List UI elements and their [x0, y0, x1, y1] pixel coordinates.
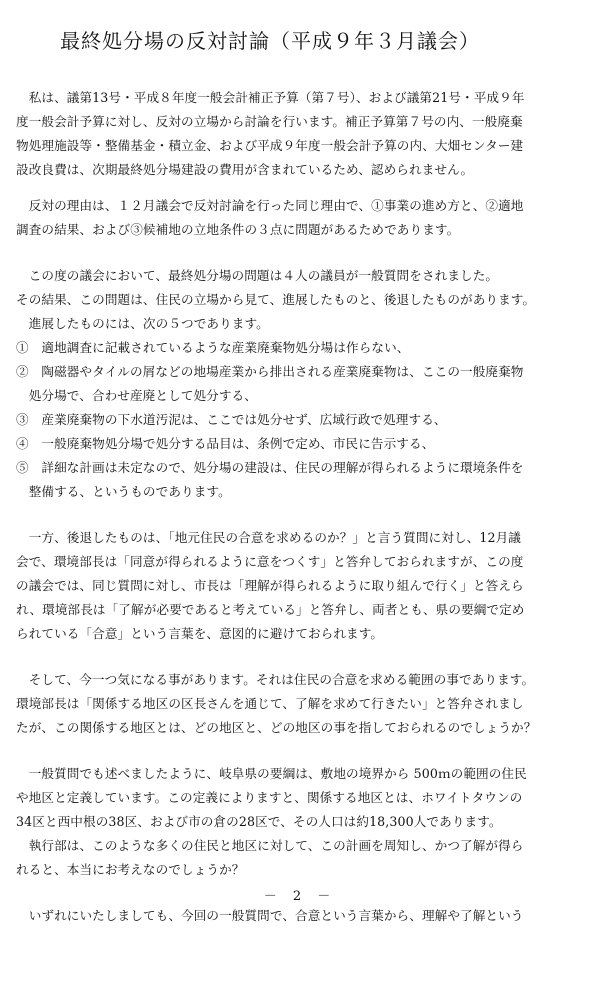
text-line: 34区と西中根の38区、および市の倉の28区で、その人口は約18,300人であります。 — [16, 814, 502, 829]
text-line: の議会では、同じ質問に対し、市長は「理解が得られるように取り組んで行く」と答えら — [16, 578, 524, 593]
text-line: 進展したものには、次の５つであります。 — [16, 316, 269, 331]
text-line: そして、今一つ気になる事があります。それは住民の合意を求める範囲の事であります。 — [16, 672, 535, 687]
text-line: 物処理施設等・整備基金・積立金、および平成９年度一般会計予算の内、大畑センター建 — [16, 138, 524, 153]
document-body — [16, 86, 592, 928]
text-line: いずれにいたしましても、今回の一般質問で、合意という言葉から、理解や了解という — [16, 908, 524, 923]
text-line: 反対の理由は、１２月議会で反対討論を行った同じ理由で、①事業の進め方と、②適地 — [16, 198, 524, 213]
text-line: 設改良費は、次期最終処分場建設の費用が含まれているため、認められません。 — [16, 162, 474, 177]
paragraph-6 — [16, 762, 592, 882]
list-item: ③ 産業廃棄物の下水道汚泥は、ここでは処分せず、広域行政で処理する、 — [16, 412, 447, 427]
text-line: 度一般会計予算に対し、反対の立場から討論を行います。補正予算第７号の内、一般廃棄 — [16, 114, 523, 129]
page-number: － 2 － — [263, 889, 337, 904]
text-line: や地区と定義しています。この定義によりますと、関係する地区とは、ホワイトタウンの — [16, 790, 523, 805]
list-item: ② 陶磁器やタイルの屑などの地場産業から排出される産業廃棄物は、ここの一般廃棄物 — [16, 364, 524, 379]
list-item: ④ 一般廃棄物処分場で処分する品目は、条例で定め、市民に告示する、 — [16, 436, 435, 451]
text-line: 執行部は、このような多くの住民と地区に対して、この計画を周知し、かつ了解が得ら — [16, 838, 524, 853]
text-line: 環境部長は「関係する地区の区長さんを通じて、了解を求めて行きたい」と答弁されまし — [16, 696, 524, 711]
text-line: その結果、この問題は、住民の立場から見て、進展したものと、後退したものがあります。 — [16, 292, 536, 307]
paragraph-5 — [16, 668, 592, 740]
list-item: ⑤ 詳細な計画は未定なので、処分場の建設は、住民の理解が得られるように環境条件を — [16, 460, 524, 475]
paragraph-2 — [16, 194, 592, 242]
text-line: れ、環境部長は「了解が必要であると考えている」と答弁し、両者とも、県の要綱で定め — [16, 602, 525, 617]
paragraph-4 — [16, 526, 592, 646]
text-line: 処分場で、合わせ産廃として処分する、 — [16, 388, 257, 403]
text-line: 一方、後退したものは、「地元住民の合意を求めるのか？」と言う質問に対し、12月議 — [16, 530, 521, 545]
text-line: この度の議会において、最終処分場の問題は４人の議員が一般質問をされました。 — [16, 268, 499, 283]
text-line: 一般質問でも述べましたように、岐阜県の要綱は、敷地の境界から 500ｍの範囲の住民 — [16, 766, 527, 781]
text-line: 調査の結果、および③候補地の立地条件の３点に問題があるためであります。 — [16, 222, 460, 237]
paragraph-3 — [16, 264, 592, 504]
text-line: 会で、環境部長は「同意が得られるように意をつくす」と答弁しておられますが、この度 — [16, 554, 524, 569]
text-line: 私は、議第13号・平成８年度一般会計補正予算（第７号）、および議第21号・平成９年 — [16, 90, 525, 105]
list-item: ① 適地調査に記載されているような産業廃棄物処分場は作らない、 — [16, 340, 410, 355]
text-line: たが、この関係する地区とは、どの地区と、どの地区の事を指しておられるのでしょうか？ — [16, 720, 537, 735]
text-line: 整備する、というものであります。 — [16, 484, 231, 499]
paragraph-7 — [16, 904, 592, 928]
document-title: 最終処分場の反対討論（平成９年３月議会） — [60, 29, 480, 53]
text-line: れると、本当にお考えなのでしょうか？ — [16, 862, 245, 877]
text-line: られている「合意」という言葉を、意図的に避けておられます。 — [16, 626, 384, 641]
paragraph-1 — [16, 86, 592, 182]
